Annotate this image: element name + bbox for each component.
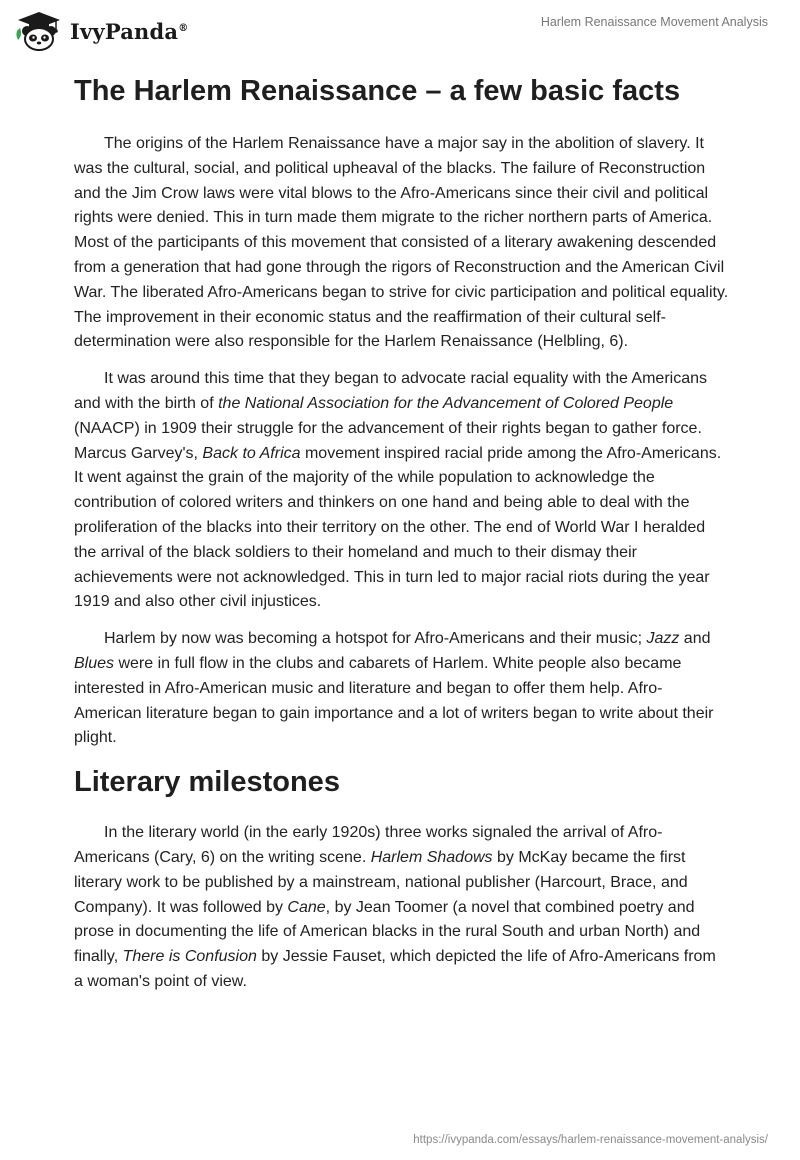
paragraph [74, 821, 729, 995]
page-header [0, 0, 800, 60]
text-run: The origins of the Harlem Renaissance have a major say in the abolition of slavery. It was the cultural, social, and political upheaval of the blacks. The failure of Reconstruction and the Jim Crow laws were vital blows to the Afro-Americans since their civil and political rights were denied. This in turn made them migrate to the richer northern parts of America. Most of the participants of this movement that consisted of a literary awakening descended from a generation that had gone through the rigors of Reconstruction and the American Civil War. The liberated Afro-Americans began to strive for civic participation and political equality. The improvement in their economic status and the reaffirmation of their cultural self-determination were also responsible for the Harlem Renaissance (Helbling, 6). [74, 135, 729, 351]
paragraph [74, 132, 729, 355]
paragraph [74, 367, 729, 615]
text-run: (NAACP) in 1909 their struggle for the advancement of their rights began to gather force. Marcus Garvey's, [74, 419, 702, 462]
text-run: were in full flow in the clubs and cabarets of Harlem. White people also became interested in Afro-American music and literature and began to offer them help. Afro-American literature began to gain importance and a lot of writers began to write about their plight. [74, 654, 714, 747]
italic-text-run: Harlem Shadows [370, 848, 493, 866]
italic-text-run: There is Confusion [122, 948, 257, 966]
text-run: It was around this time that they began to advocate racial equality with the Americans and with the birth of [74, 370, 707, 412]
italic-text-run: Blues [74, 654, 115, 672]
italic-text-run: the National Association for the Advancement of Colored People [218, 394, 674, 412]
section-heading-basic-facts: The Harlem Renaissance – a few basic facts [74, 75, 681, 107]
text-run: and [679, 630, 711, 648]
text-run: In the literary world (in the early 1920s) three works signaled the arrival of Afro-Americans (Cary, 6) on the writing scene. [74, 824, 663, 866]
text-run: by Jessie Fauset, which depicted the life of Afro-Americans from a woman's point of view. [74, 948, 716, 990]
essay-content [74, 72, 729, 1007]
italic-text-run: Back to Africa [202, 444, 301, 462]
italic-text-run: Cane [287, 898, 326, 916]
panda-graduate-icon [14, 10, 64, 52]
source-url[interactable]: https://ivypanda.com/essays/harlem-renaissance-movement-analysis/ [413, 1134, 768, 1146]
italic-text-run: Jazz [646, 630, 680, 648]
text-run: by McKay became the first literary work to be published by a mainstream, national publisher (Harcourt, Brace, and Company). It was followed by [74, 848, 688, 916]
section-heading-literary-milestones: Literary milestones [74, 766, 340, 799]
ivypanda-logo[interactable] [14, 10, 188, 52]
text-run: Harlem by now was becoming a hotspot for Afro-Americans and their music; [104, 630, 647, 648]
text-run: movement inspired racial pride among the Afro-Americans. It went against the grain of the majority of the while population to acknowledge the contribution of colored writers and thinkers on one hand and being able to deal with the proliferation of the blacks into their territory on the other. The end of World War I heralded the arrival of the black soldiers to their homeland and much to their dismay their achievements were not acknowledged. This in turn led to major racial riots during the year 1919 and also other civil injustices. [74, 444, 722, 611]
logo-text: IvyPanda® [70, 18, 189, 44]
paragraph [74, 627, 729, 751]
document-title: Harlem Renaissance Movement Analysis [540, 15, 768, 29]
text-run: , by Jean Toomer (a novel that combined poetry and prose in documenting the life of American blacks in the rural South and urban North) and finally, [74, 898, 701, 966]
